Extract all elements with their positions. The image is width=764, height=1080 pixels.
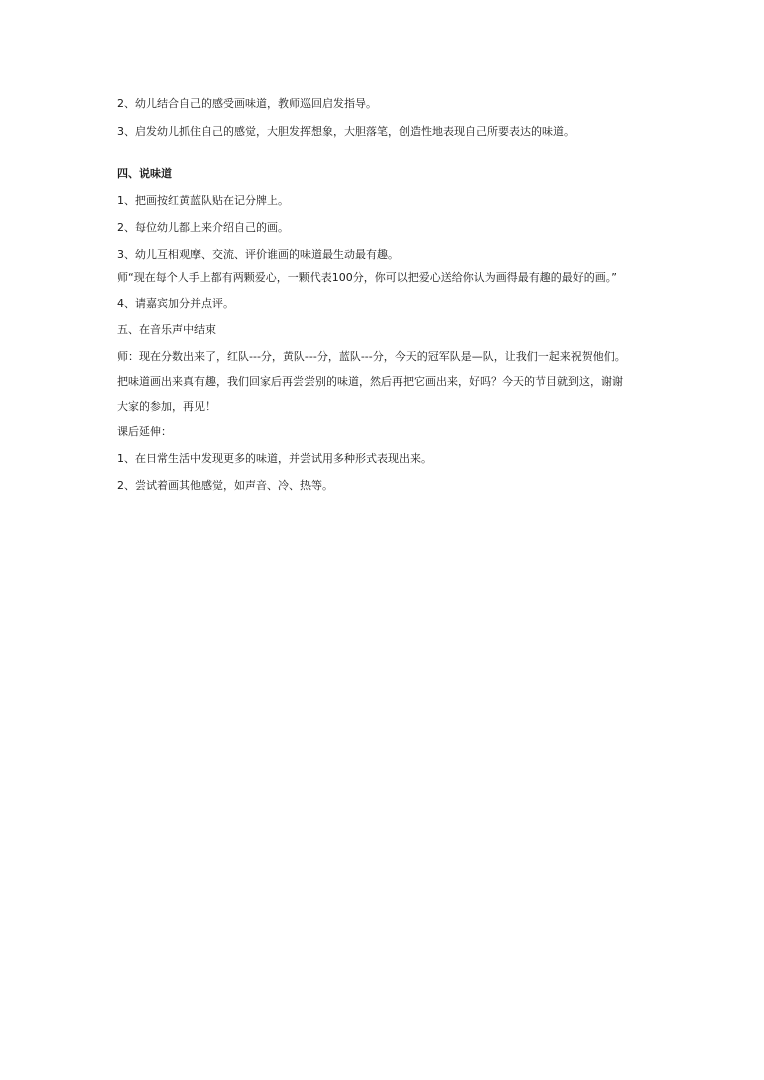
- paragraph-teacher-quote: 师“现在每个人手上都有两颗爱心，一颗代表100分，你可以把爱心送给你认为画得最有趣的最好的画。”: [117, 271, 617, 284]
- paragraph-step-2: 2、幼儿结合自己的感受画味道，教师巡回启发指导。: [117, 97, 377, 110]
- paragraph-closing-2: 大家的参加，再见！: [117, 400, 216, 413]
- paragraph-step-3: 3、启发幼儿抓住自己的感觉，大胆发挥想象，大胆落笔，创造性地表现自己所要表达的味道。: [117, 125, 575, 138]
- extension-item-1: 1、在日常生活中发现更多的味道，并尝试用多种形式表现出来。: [117, 452, 432, 465]
- paragraph-item-1: 1、把画按红黄蓝队贴在记分牌上。: [117, 194, 289, 207]
- paragraph-teacher-scores: 师：现在分数出来了，红队---分，黄队---分，蓝队---分，今天的冠军队是—队，让我们一起来祝贺他们。: [117, 350, 626, 363]
- section-heading-5: 五、在音乐声中结束: [117, 323, 216, 336]
- section-heading-4: 四、说味道: [117, 167, 172, 180]
- extension-heading: 课后延伸：: [117, 425, 172, 438]
- extension-item-2: 2、尝试着画其他感觉，如声音、冷、热等。: [117, 479, 333, 492]
- paragraph-closing-1: 把味道画出来真有趣，我们回家后再尝尝别的味道，然后再把它画出来，好吗？今天的节目就到这，谢谢: [117, 375, 623, 388]
- paragraph-item-3: 3、幼儿互相观摩、交流、评价谁画的味道最生动最有趣。: [117, 248, 399, 261]
- paragraph-item-4: 4、请嘉宾加分并点评。: [117, 297, 234, 310]
- document-body: [117, 96, 657, 494]
- paragraph-item-2: 2、每位幼儿都上来介绍自己的画。: [117, 221, 289, 234]
